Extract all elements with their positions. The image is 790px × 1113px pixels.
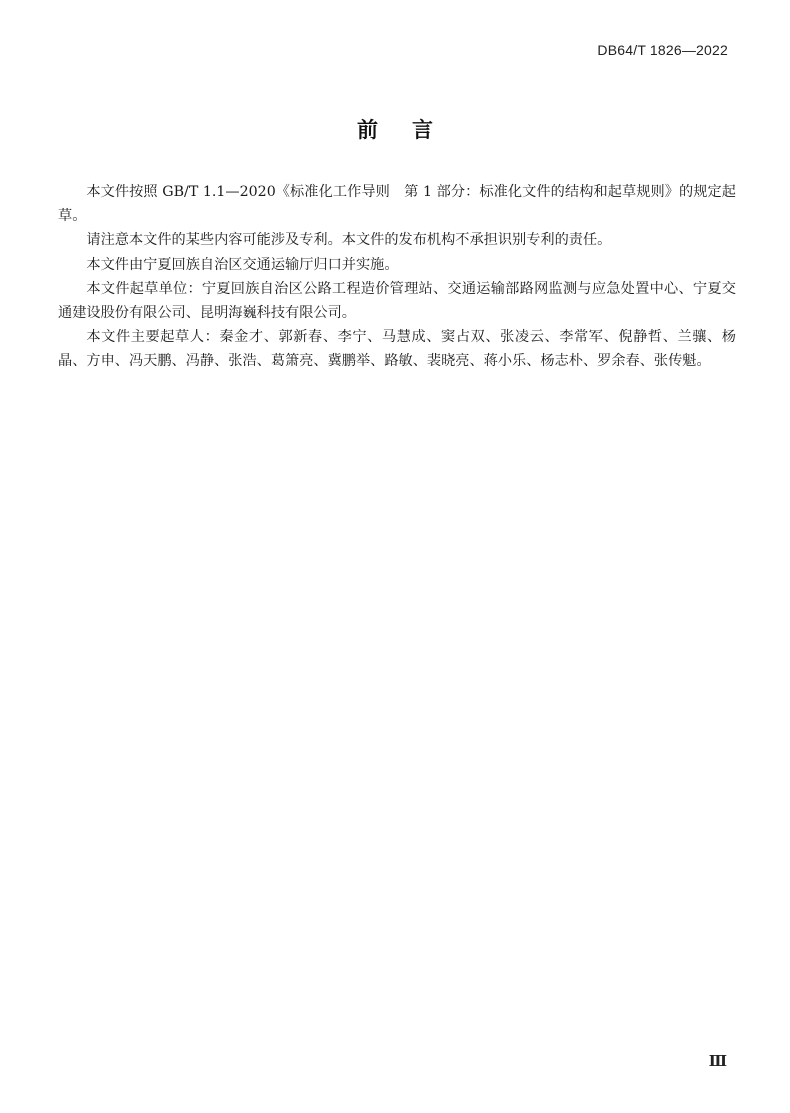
paragraph-patent-notice: 请注意本文件的某些内容可能涉及专利。本文件的发布机构不承担识别专利的责任。 <box>86 232 612 249</box>
preface-body <box>58 180 736 374</box>
paragraph-drafting-units: 本文件起草单位：宁夏回族自治区公路工程造价管理站、交通运输部路网监测与应急处置中心、宁夏交通建设股份有限公司、昆明海巍科技有限公司。 <box>58 280 736 322</box>
paragraph-administering-body: 本文件由宁夏回族自治区交通运输厅归口并实施。 <box>86 256 399 273</box>
page-title: 前言 <box>357 118 467 142</box>
document-code: DB64/T 1826—2022 <box>597 42 728 58</box>
paragraph-drafters: 本文件主要起草人：秦金才、郭新春、李宁、马慧成、窦占双、张凌云、李常军、倪静哲、兰骧、杨晶、方申、冯天鹏、冯静、张浩、葛箫亮、冀鹏举、路敏、裴晓亮、蒋小乐、杨志朴、罗余春、张传魁。 <box>58 329 736 370</box>
paragraph-drafting-basis: 本文件按照 GB/T 1.1—2020《标准化工作导则 第 1 部分：标准化文件的结构和起草规则》的规定起草。 <box>58 184 736 225</box>
page-number: Ⅲ <box>708 1052 727 1070</box>
